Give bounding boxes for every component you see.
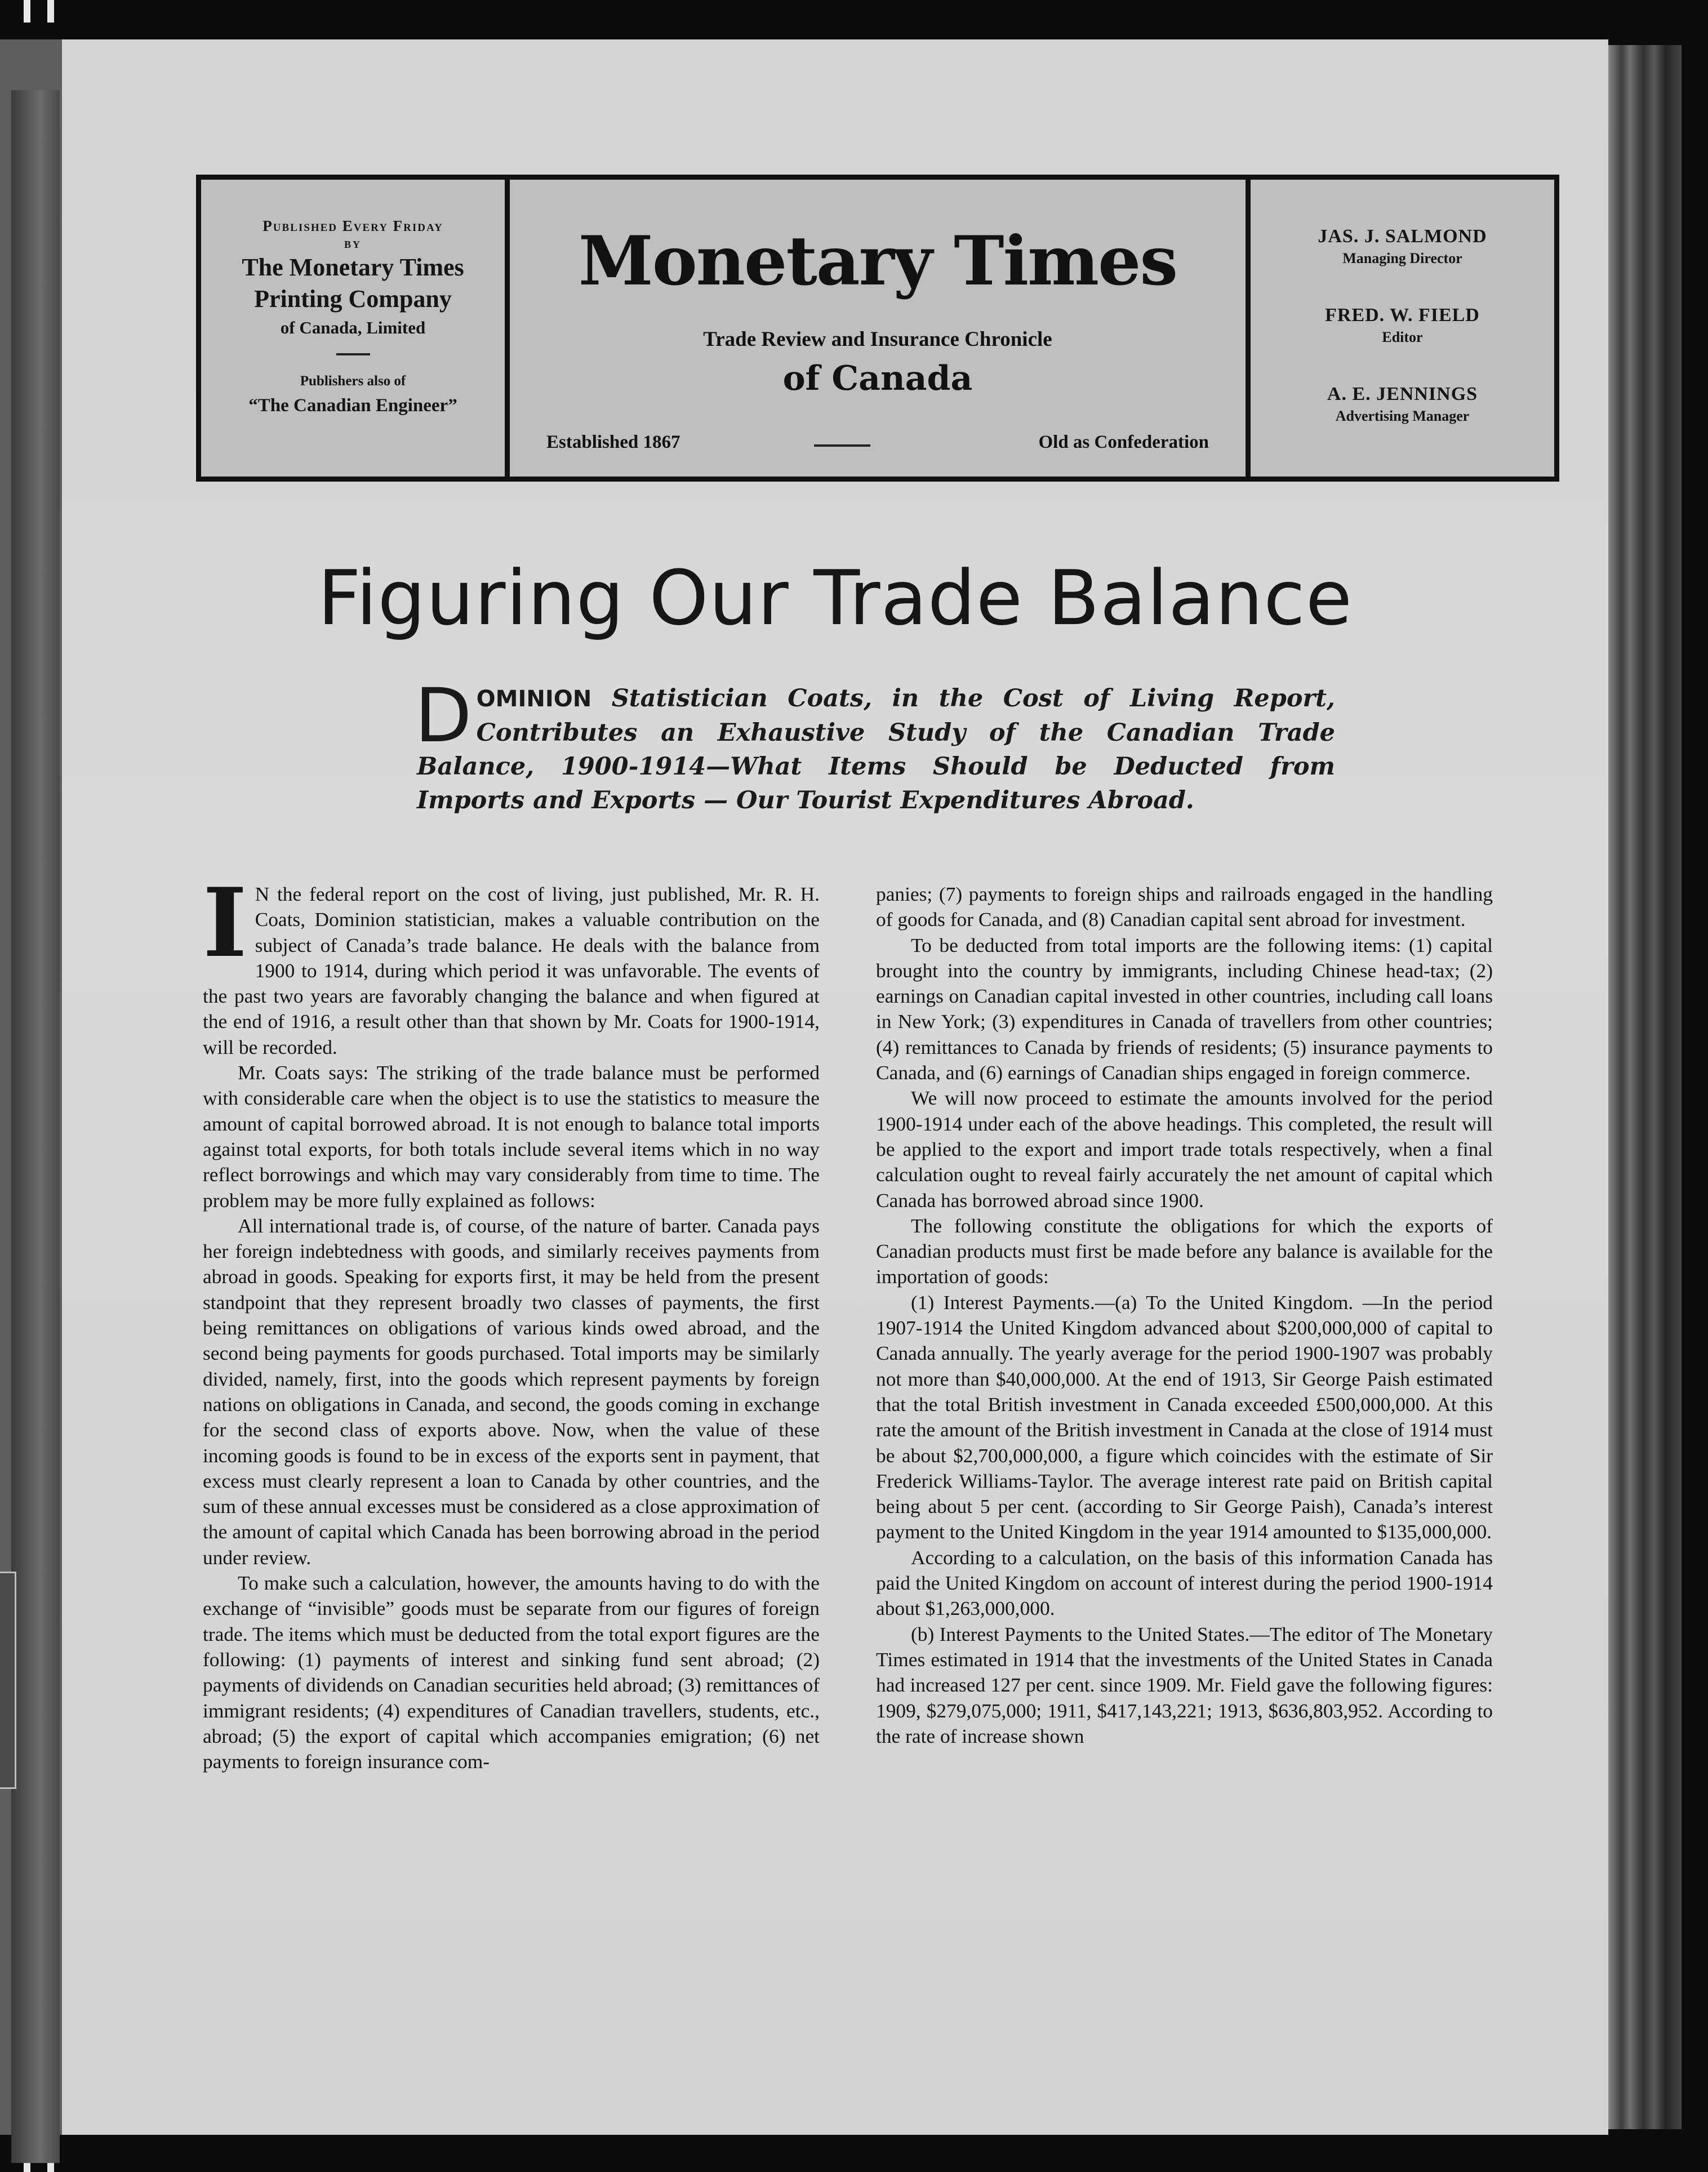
staff-role: Advertising Manager xyxy=(1335,408,1470,424)
deck-caps: OMINION xyxy=(476,686,592,712)
paragraph: I N the federal report on the cost of living, just published, Mr. R. H. Coats, Dominion statistician, makes a valuable contribution on the subject of Canada’s trade balance. He deals with the balance from 1900 to 1914, during which period it was unfavorable. The events of the past two years are favorably changing the balance and when figured at the end of 1916, a result other than that shown by Mr. Coats for 1900-1914, will be recorded. xyxy=(203,882,820,1058)
paragraph: Mr. Coats says: The striking of the trade balance must be performed with considerable care when the object is to use the statistics to measure the amount of capital borrowed abroad. It is not enough to balance total imports against total exports, for both totals include several items which in no way reflect borrowings and which may vary considerably from time to time. The problem may be more fully explained as follows: xyxy=(203,1061,820,1212)
motto: Old as Confederation xyxy=(1038,432,1209,452)
deck-text: Statistician Coats, in the Cost of Living Report, Contributes an Exhaustive Study of the Canadian Trade Balance, 1900-1914—What Items Should be Deducted from Imports and Exports — Our Tourist Expenditures Abroad. xyxy=(417,684,1335,814)
publishers-also: Publishers also of xyxy=(300,373,406,389)
publication-of-canada: of Canada xyxy=(782,359,973,398)
paragraph: To make such a calculation, however, the amounts having to do with the exchange of “invisible” goods must be separate from our figures of foreign trade. The items which must be deducted from the total export figures are the following: (1) payments of interest and sinking fund sent abroad; (2) payments of dividends on Canadian securities held abroad; (3) remittances of immigrant residents; (4) expenditures of Canadian travellers, students, etc., abroad; (5) the export of capital which accompanies emigration; (6) net payments to foreign insurance com- xyxy=(203,1572,820,1773)
article-headline: Figuring Our Trade Balance xyxy=(317,554,1353,642)
article-column-right xyxy=(876,882,1493,2048)
article-deck xyxy=(415,673,1335,817)
magazine-page xyxy=(62,39,1608,2135)
staff-role: Managing Director xyxy=(1342,250,1462,266)
drop-cap: I xyxy=(203,882,247,978)
divider xyxy=(336,353,370,355)
paragraph: (1) Interest Payments.—(a) To the United Kingdom. —In the period 1907-1914 the United Kingdom advanced about $200,000,000 of capital to Canada annually. The yearly average for the period 1900-1907 was probably not more than $40,000,000. At the end of 1913, Sir George Paish estimated that the total British investment in Canada exceeded £500,000,000. At this rate the amount of the British investment in Canada at the close of 1914 must be about $2,700,000,000, a figure which coincides with the estimate of Sir Frederick Williams-Taylor. The average interest rate paid on British capital being about 5 per cent. (according to Sir George Paish), Canada’s interest payment to the United Kingdom in the year 1914 amounted to $135,000,000. xyxy=(876,1290,1493,1543)
published-by: BY xyxy=(344,239,362,250)
staff-role: Editor xyxy=(1382,329,1423,345)
masthead xyxy=(196,175,1559,482)
deck-initial: D xyxy=(415,673,472,759)
paragraph: According to a calculation, on the basis of this information Canada has paid the United Kingdom on account of interest during the period 1900-1914 about $1,263,000,000. xyxy=(876,1546,1493,1620)
other-publication: “The Canadian Engineer” xyxy=(248,395,457,416)
paragraph: (b) Interest Payments to the United States.—The editor of The Monetary Times estimated in 1914 that the investments of the United States in Canada had increased 127 per cent. since 1909. Mr. Field gave the following figures: 1909, $279,075,000; 1911, $417,143,221; 1913, $636,803,952. According to the rate of increase shown xyxy=(876,1622,1493,1747)
page-stack-edge xyxy=(1608,45,1682,2129)
film-mark-top-left-2 xyxy=(47,0,54,23)
divider xyxy=(814,444,870,447)
paragraph: The following constitute the obligations for which the exports of Canadian products must first be made before any balance is available for the importation of goods: xyxy=(876,1214,1493,1288)
paragraph: We will now proceed to estimate the amounts involved for the period 1900-1914 under each of the above headings. This completed, the result will be applied to the export and import trade totals respectively, when a final calculation ought to reveal fairly accurately the net amount of capital which Canada has borrowed abroad since 1900. xyxy=(876,1087,1493,1212)
publisher-name-2: Printing Company xyxy=(254,285,452,313)
facing-page-edge xyxy=(0,39,62,2135)
facing-page-tab xyxy=(0,1572,16,1789)
paragraph: All international trade is, of course, of the nature of barter. Canada pays her foreign indebtedness with goods, and similarly receives payments from abroad in goods. Speaking for exports first, it may be held from the present standpoint that they represent broadly two classes of payments, the first being remittances on obligations of various kinds owed abroad, and the second being payments for goods purchased. Total imports may be similarly divided, namely, first, into the goods which represent payments by foreign nations on obligations in Canada, and second, the goods coming in exchange for the second class of exports above. Now, when the value of these incoming goods is found to be in excess of the exports sent in payment, that excess must clearly represent a loan to Canada by other countries, and the sum of these annual excesses must be considered as a close approximation of the amount of capital which Canada has been borrowing abroad in the period under review. xyxy=(203,1214,820,1569)
published-line: Published Every Friday xyxy=(263,217,443,234)
publication-tagline: Trade Review and Insurance Chronicle xyxy=(703,328,1052,351)
paragraph: To be deducted from total imports are the following items: (1) capital brought into the country by immigrants, including Chinese head-tax; (2) earnings on Canadian capital invested in other countries, including call loans in New York; (3) expenditures in Canada of travellers from other countries; (4) remittances to Canada by friends of residents; (5) insurance payments to Canada, and (6) earnings of Canadian ships engaged in foreign commerce. xyxy=(876,933,1493,1084)
publisher-name-3: of Canada, Limited xyxy=(280,318,426,337)
film-mark-top-left xyxy=(24,0,30,23)
publisher-name-1: The Monetary Times xyxy=(242,253,464,281)
staff-panel xyxy=(1246,180,1554,477)
staff-name: FRED. W. FIELD xyxy=(1325,305,1480,326)
staff-name: JAS. J. SALMOND xyxy=(1318,226,1487,247)
paragraph: panies; (7) payments to foreign ships and railroads engaged in the handling of goods for Canada, and (8) Canadian capital sent abroad for investment. xyxy=(876,883,1493,931)
established-date: Established 1867 xyxy=(546,432,680,452)
article-column-left xyxy=(203,882,820,2048)
publisher-panel xyxy=(201,180,510,477)
publication-title: Monetary Times xyxy=(578,221,1177,301)
staff-name: A. E. JENNINGS xyxy=(1327,384,1478,404)
title-panel xyxy=(510,180,1246,477)
